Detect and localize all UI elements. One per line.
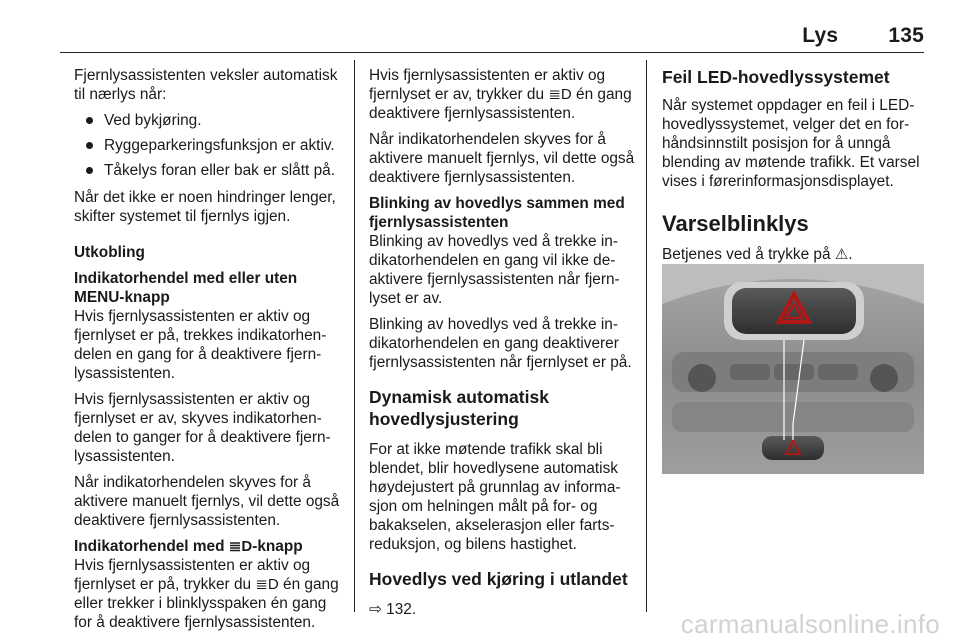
column-divider-1 — [354, 60, 355, 612]
section-heading-led: Feil LED-hovedlyssystemet — [662, 67, 890, 87]
arrow-ref-icon: ⇨ — [369, 601, 382, 618]
column-2 — [369, 66, 635, 626]
paragraph: Hvis fjernlysassistenten er aktiv og fjernlyset er på, trekkes indikatorhendelen en gang for å deaktivere fjernlysassistenten. — [74, 308, 327, 382]
list-item: Ved bykjøring. — [74, 111, 342, 130]
column-1 — [74, 66, 342, 639]
paragraph: Når det ikke er noen hindringer lenger, skifter systemet til fjernlys igjen. — [74, 189, 336, 225]
high-beam-icon: ≣D — [255, 576, 279, 593]
page-header — [802, 24, 924, 48]
paragraph: For at ikke møtende trafikk skal bli blendet, blir hovedlysene automatisk høydejustert på grunnlag av informasjon om helningen målt på for- og bakakselen, akselerasjon eller fartsreduksjon, og bilens hastighet. — [369, 441, 621, 553]
list-item: Tåkelys foran eller bak er slått på. — [74, 161, 342, 180]
section-heading-hazard: Varselblinklys — [662, 211, 809, 236]
paragraph: Hvis fjernlysassistenten er aktiv og fjernlyset er av, skyves indikatorhendelen to ganger for å deaktivere fjernlysassistenten. — [74, 391, 331, 465]
column-divider-2 — [646, 60, 647, 612]
chapter-title: Lys — [802, 24, 839, 47]
paragraph: Når indikatorhendelen skyves for å aktivere manuelt fjernlys, vil dette også deaktivere fjernlysassistenten. — [369, 131, 635, 186]
intro-text: Fjernlysassistenten veksler automatisk til nærlys når: — [74, 67, 338, 103]
subheading-button: Indikatorhendel med ≣D-knapp — [74, 538, 303, 555]
paragraph: Hvis fjernlysassistenten er aktiv og fjernlyset er på, trykker du ≣D én gang eller trekker i blinklysspaken én gang for å deaktivere fjernlysassistenten. — [74, 557, 339, 631]
paragraph: Blinking av hovedlys ved å trekke indikatorhendelen en gang deaktiverer fjernlysassistenten når fjernlyset er på. — [369, 316, 632, 371]
subheading-menu: Indikatorhendel med eller uten MENU-knapp — [74, 270, 298, 306]
section-heading-abroad: Hovedlys ved kjøring i utlandet — [369, 569, 628, 589]
paragraph: Når systemet oppdager en feil i LED-hovedlyssystemet, velger det en forhåndsinnstilt posisjon for å unngå blending av møtende trafikk. Et varsel vises i førerinformasjonsdisplayet. — [662, 97, 920, 190]
hazard-warning-icon: ⚠ — [834, 246, 849, 263]
paragraph: Blinking av hovedlys ved å trekke indikatorhendelen en gang vil ikke deaktivere fjernlysassistenten når fjernlyset er av. — [369, 233, 620, 307]
column-3 — [662, 66, 928, 271]
high-beam-icon: ≣D — [228, 538, 253, 555]
paragraph: Hvis fjernlysassistenten er aktiv og fjernlyset er av, trykker du ≣D én gang deaktivere fjernlysassistenten. — [369, 67, 632, 122]
page-number: 135 — [888, 24, 924, 47]
section-heading-utkobling: Utkobling — [74, 244, 145, 261]
high-beam-icon: ≣D — [548, 86, 572, 103]
paragraph: Når indikatorhendelen skyves for å aktivere manuelt fjernlys, vil dette også deaktivere fjernlysassistenten. — [74, 474, 340, 529]
list-item: Ryggeparkeringsfunksjon er aktiv. — [74, 136, 342, 155]
subheading-flash: Blinking av hovedlys sammen med fjernlysassistenten — [369, 195, 625, 231]
paragraph: Betjenes ved å trykke på ⚠. — [662, 246, 853, 263]
bullet-list — [74, 111, 342, 180]
header-rule — [60, 52, 924, 53]
section-heading-dynamic: Dynamisk automatisk hovedlysjustering — [369, 387, 549, 429]
watermark: carmanualsonline.info — [680, 609, 940, 639]
page-reference[interactable]: ⇨ 132. — [369, 601, 417, 618]
hazard-button-photo — [662, 264, 924, 474]
